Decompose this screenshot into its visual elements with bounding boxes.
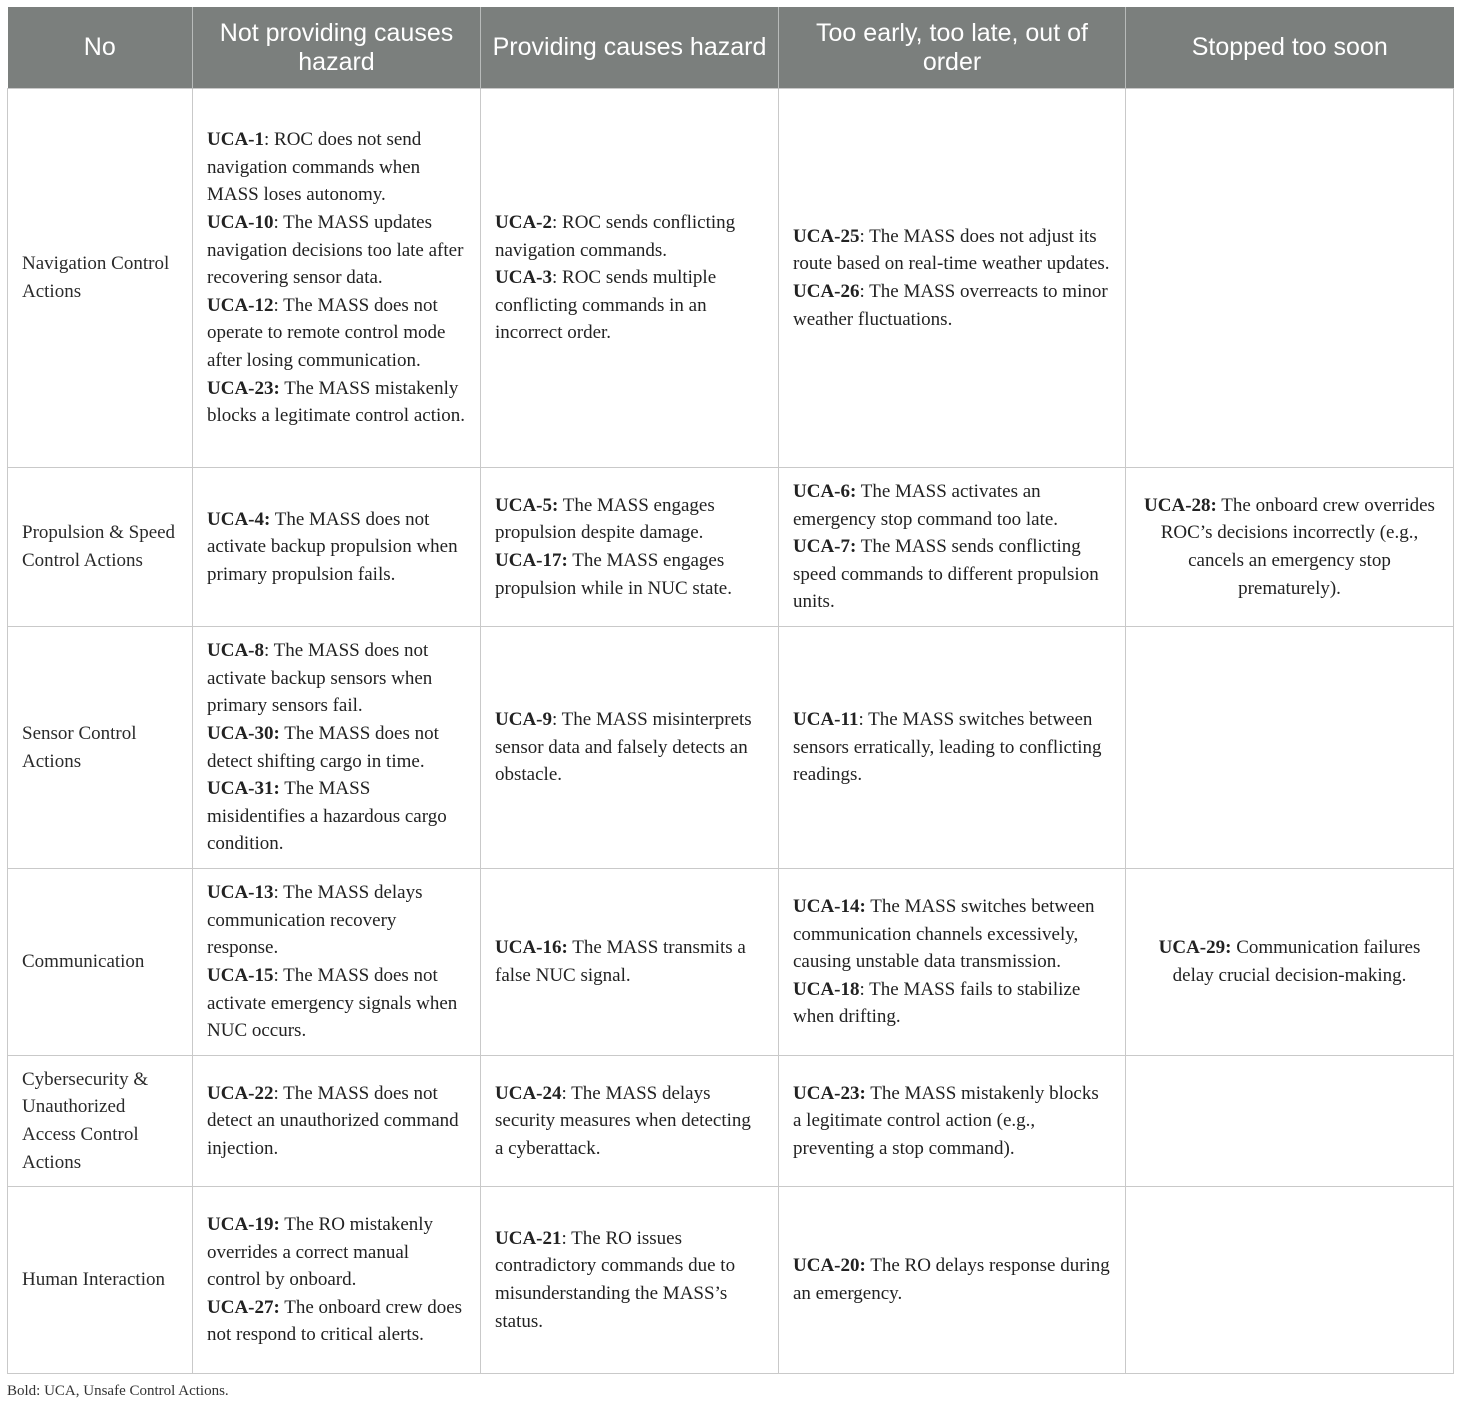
uca-id: UCA-26	[793, 281, 860, 302]
uca-id: UCA-3	[495, 267, 552, 289]
uca-id: UCA-28:	[1144, 494, 1217, 516]
uca-description: : The MASS fails to stabilize when drifting.	[793, 978, 1081, 1028]
uca-description: The MASS switches between communication channels excessively, causing unstable data transmission.	[793, 896, 1095, 973]
uca-id: UCA-6:	[793, 481, 857, 503]
cell-providing	[481, 1056, 779, 1187]
cell-providing	[481, 869, 779, 1056]
uca-entry	[495, 706, 764, 789]
uca-entry	[207, 1080, 466, 1163]
uca-id: UCA-11	[793, 709, 859, 731]
uca-entry	[793, 893, 1111, 976]
row-label: Communication	[8, 869, 193, 1056]
table-row	[8, 627, 1454, 869]
cell-providing	[481, 1187, 779, 1374]
uca-entry	[207, 962, 466, 1045]
uca-description: : The MASS switches between sensors erratically, leading to conflicting readings.	[793, 709, 1102, 786]
header-timing: Too early, too late, out of order	[779, 7, 1126, 89]
cell-timing	[779, 1056, 1126, 1187]
cell-timing	[779, 627, 1126, 869]
uca-id: UCA-14:	[793, 896, 866, 918]
cell-timing	[779, 468, 1126, 627]
uca-entry	[793, 478, 1111, 533]
uca-id: UCA-25	[793, 225, 860, 247]
row-label: Propulsion & Speed Control Actions	[8, 468, 193, 627]
uca-id: UCA-15	[207, 965, 274, 986]
uca-description: : The RO issues contradictory commands due to misunderstanding the MASS’s status.	[495, 1227, 736, 1332]
uca-entry	[495, 492, 764, 547]
row-label: Human Interaction	[8, 1187, 193, 1374]
uca-description: The RO mistakenly overrides a correct manual control by onboard.	[207, 1214, 434, 1291]
uca-id: UCA-23:	[793, 1082, 866, 1104]
table-row	[8, 869, 1454, 1056]
uca-entry	[1140, 492, 1439, 602]
cell-timing	[779, 1187, 1126, 1374]
uca-entry	[495, 1080, 764, 1163]
uca-description: The MASS transmits a false NUC signal.	[495, 937, 746, 986]
uca-id: UCA-12	[207, 294, 274, 316]
uca-entry	[1140, 934, 1439, 989]
uca-description: : ROC sends conflicting navigation commands.	[495, 212, 736, 261]
uca-id: UCA-30:	[207, 722, 280, 744]
table-body	[8, 89, 1454, 1374]
uca-id: UCA-2	[495, 212, 552, 234]
cell-providing	[481, 627, 779, 869]
cell-stopped-too-soon	[1126, 1187, 1454, 1374]
uca-entry	[793, 976, 1111, 1031]
uca-entry	[495, 209, 764, 264]
uca-entry	[495, 934, 764, 989]
table-header	[8, 7, 1454, 89]
uca-id: UCA-10	[207, 212, 274, 234]
uca-description: The RO delays response during an emergency.	[793, 1255, 1110, 1304]
uca-description: : The MASS does not activate emergency signals when NUC occurs.	[207, 965, 458, 1042]
table-row	[8, 89, 1454, 468]
uca-description: : The MASS does not operate to remote control mode after losing communication.	[207, 294, 446, 371]
uca-description: : The MASS misinterprets sensor data and falsely detects an obstacle.	[495, 709, 752, 786]
uca-entry	[207, 506, 466, 589]
uca-entry	[207, 637, 466, 720]
uca-entry	[207, 209, 466, 292]
uca-description: The MASS engages propulsion despite damage.	[495, 494, 715, 544]
cell-not-providing	[193, 1187, 481, 1374]
uca-description: The MASS engages propulsion while in NUC state.	[495, 550, 732, 599]
uca-entry	[495, 264, 764, 347]
uca-description: : The MASS updates navigation decisions too late after recovering sensor data.	[207, 212, 464, 289]
table-row	[8, 468, 1454, 627]
uca-entry	[207, 879, 466, 962]
cell-providing	[481, 89, 779, 468]
cell-stopped-too-soon	[1126, 89, 1454, 468]
uca-entry	[793, 223, 1111, 278]
table-row	[8, 1056, 1454, 1187]
cell-not-providing	[193, 468, 481, 627]
uca-id: UCA-17:	[495, 550, 568, 571]
uca-id: UCA-29:	[1158, 937, 1232, 959]
row-label: Sensor Control Actions	[8, 627, 193, 869]
uca-id: UCA-5:	[495, 494, 559, 516]
cell-timing	[779, 869, 1126, 1056]
uca-entry	[207, 1211, 466, 1294]
uca-entry	[793, 1252, 1111, 1307]
uca-entry	[793, 533, 1111, 616]
uca-description: The onboard crew does not respond to critical alerts.	[207, 1296, 463, 1346]
uca-description: : The MASS overreacts to minor weather fluctuations.	[793, 281, 1108, 330]
uca-id: UCA-22	[207, 1082, 274, 1104]
cell-not-providing	[193, 869, 481, 1056]
header-providing: Providing causes hazard	[481, 7, 779, 89]
header-not-providing: Not providing causes hazard	[193, 7, 481, 89]
uca-id: UCA-13	[207, 882, 274, 904]
uca-description: The MASS sends conflicting speed commands to different propulsion units.	[793, 536, 1099, 613]
uca-id: UCA-24	[495, 1082, 562, 1104]
uca-id: UCA-1	[207, 129, 264, 151]
uca-id: UCA-31:	[207, 778, 280, 800]
uca-entry	[495, 1225, 764, 1335]
uca-id: UCA-21	[495, 1227, 562, 1249]
uca-description: The MASS activates an emergency stop command too late.	[793, 481, 1059, 530]
cell-not-providing	[193, 627, 481, 869]
table-row	[8, 1187, 1454, 1374]
uca-id: UCA-4:	[207, 508, 271, 530]
uca-entry	[793, 706, 1111, 789]
header-no: No	[8, 7, 193, 89]
uca-description: : The MASS does not detect an unauthorized command injection.	[207, 1082, 459, 1159]
cell-timing	[779, 89, 1126, 468]
uca-entry	[495, 547, 764, 602]
uca-entry	[793, 278, 1111, 333]
row-label: Cybersecurity & Unauthorized Access Control Actions	[8, 1056, 193, 1187]
uca-entry	[793, 1080, 1111, 1163]
uca-description: : The MASS delays communication recovery response.	[207, 882, 423, 959]
uca-id: UCA-18	[793, 978, 860, 1000]
uca-entry	[207, 1294, 466, 1349]
uca-description: : The MASS delays security measures when detecting a cyberattack.	[495, 1082, 751, 1159]
uca-description: The MASS does not activate backup propulsion when primary propulsion fails.	[207, 508, 458, 585]
cell-providing	[481, 468, 779, 627]
uca-description: : ROC does not send navigation commands when MASS loses autonomy.	[207, 129, 422, 206]
uca-entry	[207, 375, 466, 430]
cell-stopped-too-soon	[1126, 468, 1454, 627]
uca-id: UCA-27:	[207, 1296, 280, 1318]
uca-id: UCA-16:	[495, 937, 568, 959]
uca-description: The MASS mistakenly blocks a legitimate control action (e.g., preventing a stop command).	[793, 1082, 1099, 1159]
table-footnote: Bold: UCA, Unsafe Control Actions.	[7, 1383, 229, 1399]
uca-description: The MASS misidentifies a hazardous cargo condition.	[207, 778, 447, 855]
uca-description: : The MASS does not activate backup sensors when primary sensors fail.	[207, 640, 433, 717]
uca-table	[7, 7, 1454, 1374]
uca-id: UCA-20:	[793, 1255, 866, 1277]
uca-id: UCA-9	[495, 709, 552, 731]
uca-description: Communication failures delay crucial decision-making.	[1172, 937, 1421, 986]
header-row	[8, 7, 1454, 89]
cell-not-providing	[193, 89, 481, 468]
uca-entry	[207, 720, 466, 775]
uca-description: The onboard crew overrides ROC’s decisions incorrectly (e.g., cancels an emergency stop prematurely).	[1160, 494, 1435, 599]
uca-entry	[207, 292, 466, 375]
uca-entry	[207, 775, 466, 858]
row-label: Navigation Control Actions	[8, 89, 193, 468]
uca-id: UCA-7:	[793, 536, 857, 558]
header-stopped-too-soon: Stopped too soon	[1126, 7, 1454, 89]
uca-description: : ROC sends multiple conflicting commands in an incorrect order.	[495, 267, 717, 344]
uca-id: UCA-19:	[207, 1214, 280, 1236]
cell-not-providing	[193, 1056, 481, 1187]
uca-id: UCA-8	[207, 640, 264, 662]
cell-stopped-too-soon	[1126, 627, 1454, 869]
uca-entry	[207, 126, 466, 209]
uca-id: UCA-23:	[207, 377, 280, 399]
cell-stopped-too-soon	[1126, 1056, 1454, 1187]
uca-description: : The MASS does not adjust its route based on real-time weather updates.	[793, 225, 1110, 275]
cell-stopped-too-soon	[1126, 869, 1454, 1056]
uca-description: The MASS mistakenly blocks a legitimate control action.	[207, 377, 466, 427]
uca-description: The MASS does not detect shifting cargo in time.	[207, 722, 439, 772]
